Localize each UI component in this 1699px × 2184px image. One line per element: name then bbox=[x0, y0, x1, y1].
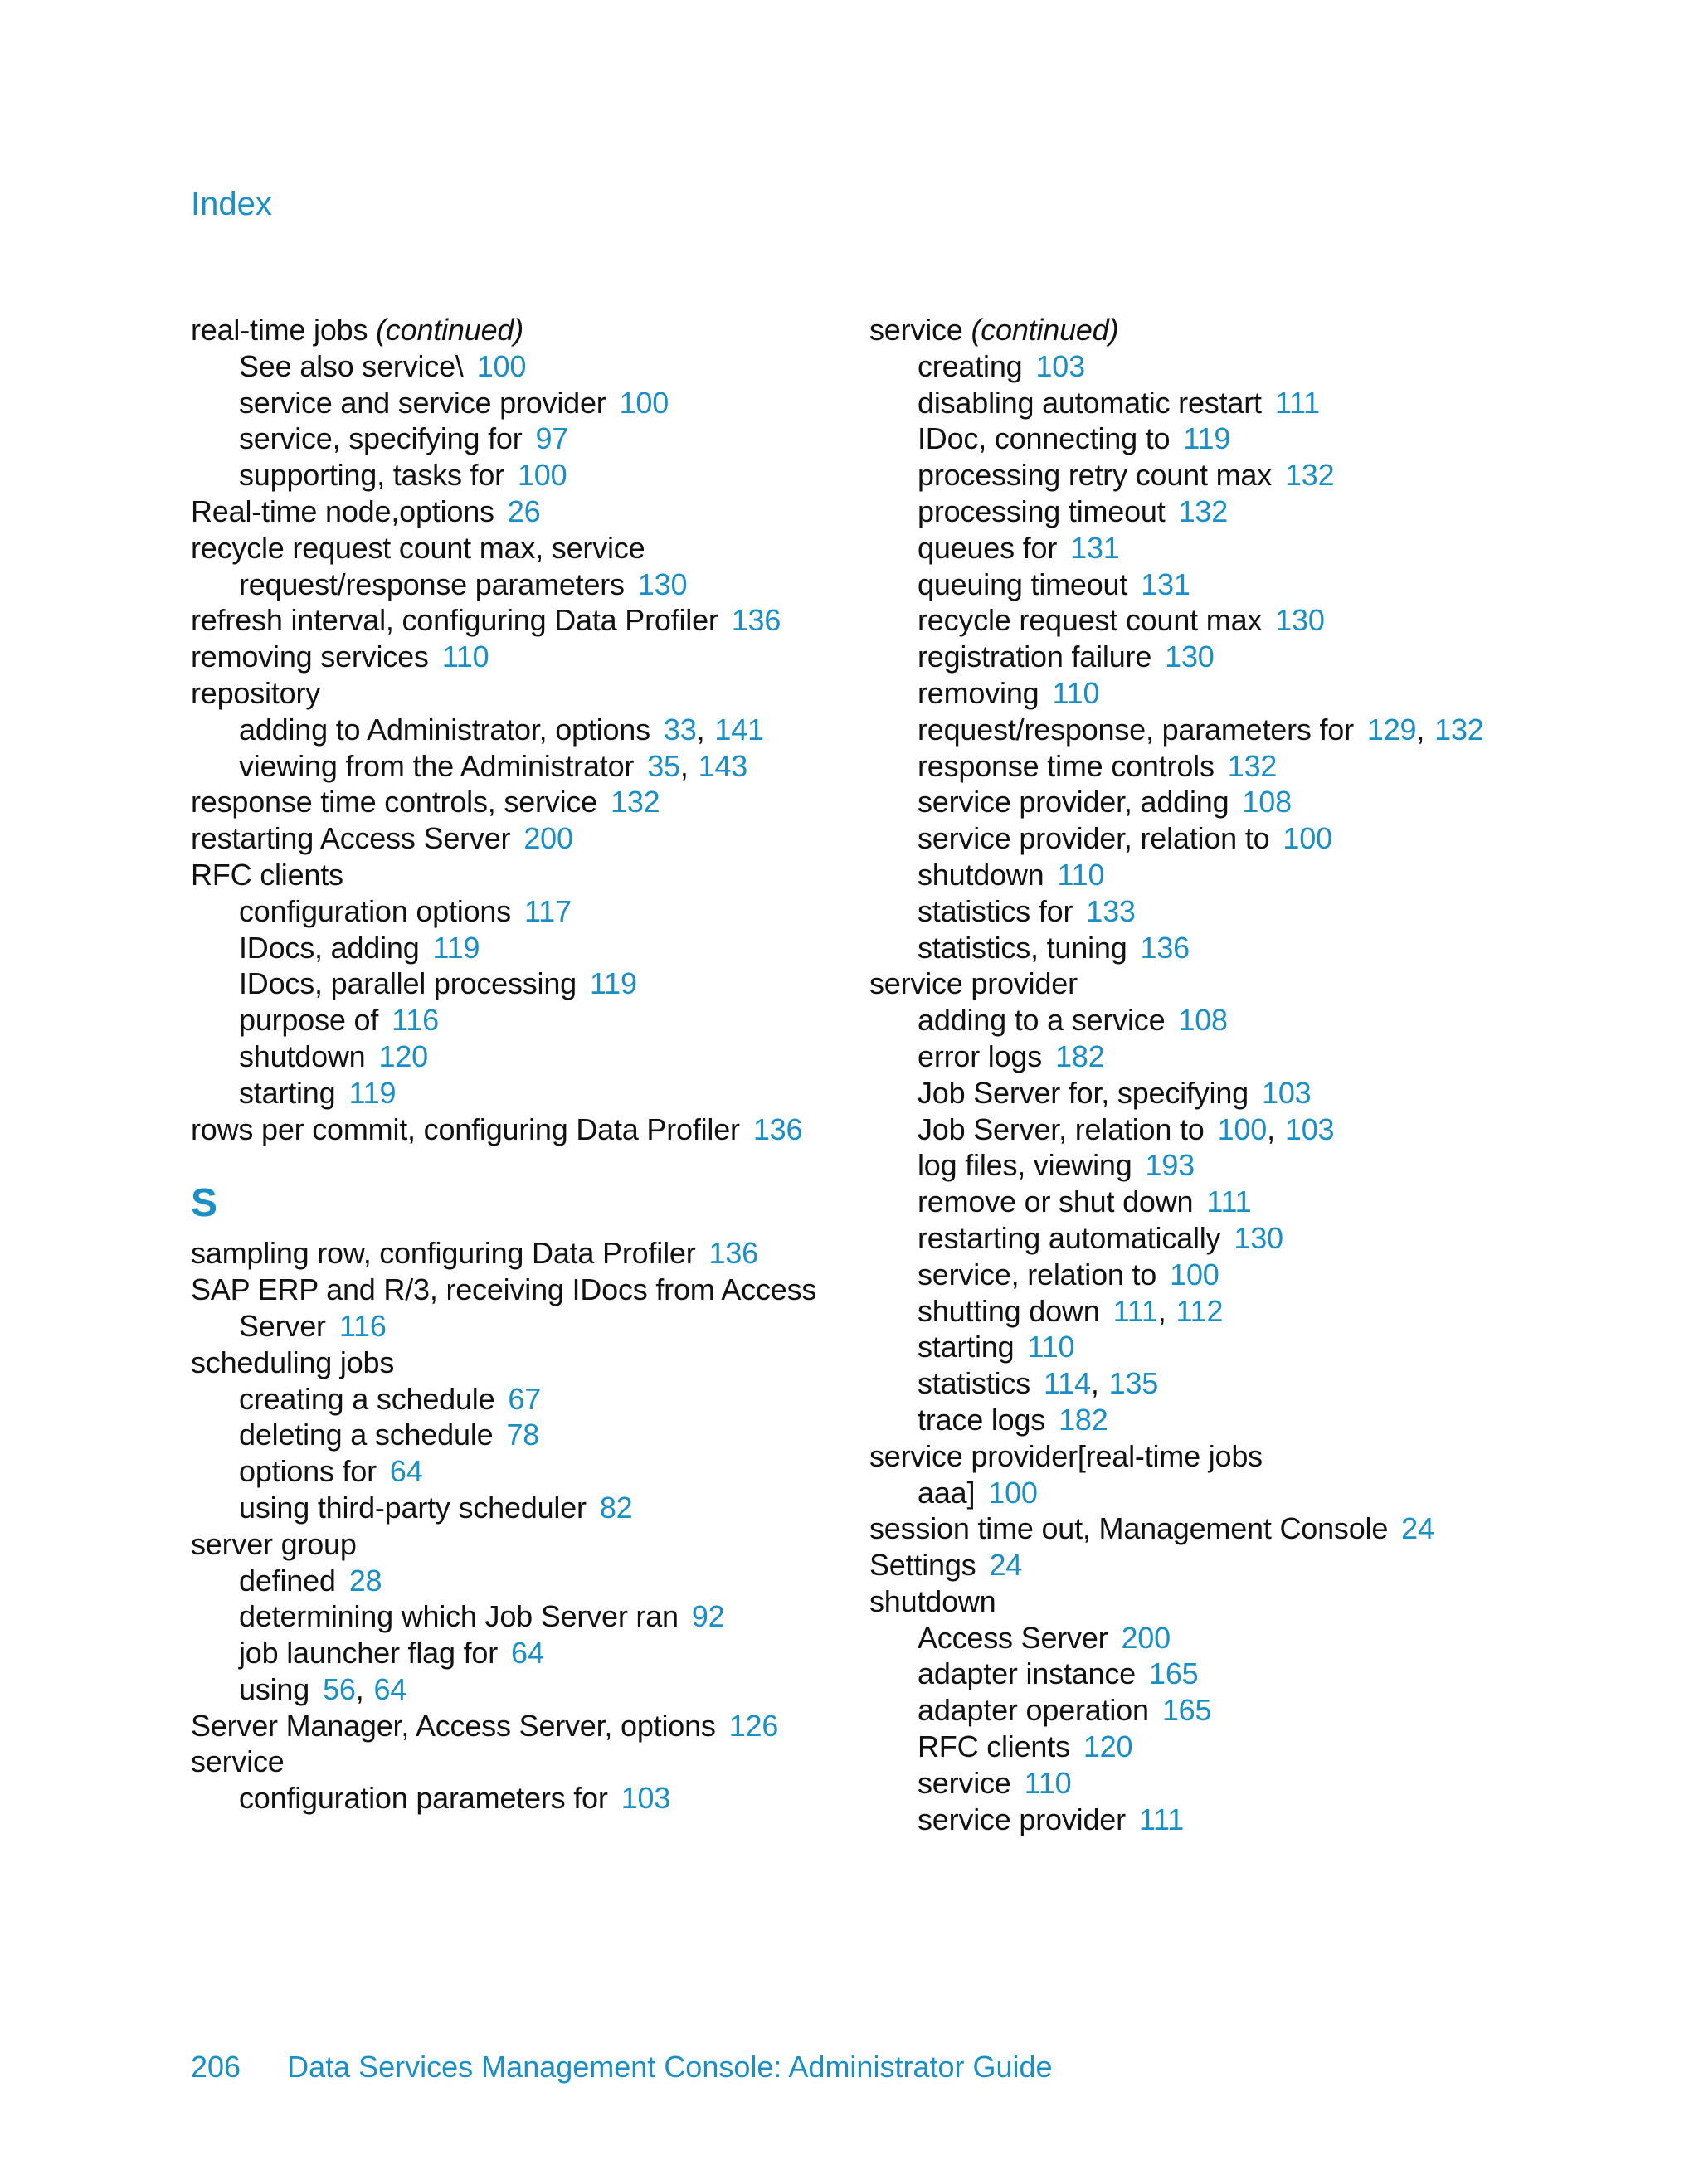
entry-term: deleting a schedule bbox=[239, 1418, 494, 1452]
index-entry bbox=[191, 1744, 854, 1780]
page-link[interactable]: 120 bbox=[1083, 1729, 1133, 1764]
index-subentry bbox=[869, 348, 1533, 385]
page-link[interactable]: 110 bbox=[1024, 1765, 1072, 1800]
entry-term: creating a schedule bbox=[239, 1381, 495, 1416]
page-link[interactable]: 67 bbox=[508, 1381, 542, 1416]
entry-term: service provider, relation to bbox=[918, 821, 1270, 856]
entry-term: supporting, tasks for bbox=[239, 458, 504, 493]
entry-term: rows per commit, configuring Data Profiler bbox=[191, 1111, 740, 1146]
page-link[interactable]: 133 bbox=[1086, 893, 1136, 928]
entry-term: registration failure bbox=[918, 640, 1152, 674]
page-link[interactable]: 131 bbox=[1070, 530, 1120, 565]
index-subentry bbox=[869, 1692, 1533, 1729]
entry-term: using bbox=[239, 1671, 310, 1706]
page-link[interactable]: 111 bbox=[1138, 1802, 1185, 1836]
index-subentry bbox=[191, 748, 854, 785]
entry-term: queues for bbox=[918, 530, 1058, 565]
page-link[interactable]: 100 bbox=[619, 385, 669, 420]
index-entry bbox=[191, 1111, 854, 1148]
index-entry bbox=[869, 1510, 1533, 1547]
page-link[interactable]: 97 bbox=[535, 421, 569, 456]
entry-term: creating bbox=[918, 348, 1023, 383]
entry-term: aaa] bbox=[918, 1475, 976, 1510]
page-separator: , bbox=[1157, 1293, 1166, 1328]
page-link[interactable]: 117 bbox=[524, 893, 572, 928]
entry-term: service bbox=[869, 313, 963, 347]
index-entry bbox=[191, 1526, 854, 1563]
index-entry bbox=[869, 1547, 1533, 1583]
entry-term: IDoc, connecting to bbox=[918, 421, 1171, 456]
page-link[interactable]: 110 bbox=[1027, 1330, 1075, 1364]
index-entry bbox=[191, 530, 854, 567]
entry-term: recycle request count max bbox=[918, 603, 1263, 638]
page-separator: , bbox=[696, 712, 705, 747]
index-entry bbox=[869, 1583, 1533, 1620]
index-entry bbox=[869, 1438, 1533, 1475]
page-link[interactable]: 100 bbox=[1217, 1111, 1268, 1146]
page-link[interactable]: 100 bbox=[988, 1475, 1038, 1510]
entry-term: adding to Administrator, options bbox=[239, 712, 650, 747]
index-subentry bbox=[869, 1257, 1533, 1293]
index-subentry bbox=[191, 1381, 854, 1418]
page-link[interactable]: 119 bbox=[348, 1075, 397, 1110]
entry-term: SAP ERP and R/3, receiving IDocs from Access bbox=[191, 1272, 817, 1307]
page-link[interactable]: 35 bbox=[647, 748, 680, 783]
page-link[interactable]: 28 bbox=[348, 1563, 382, 1598]
index-subentry bbox=[191, 1417, 854, 1453]
index-subentry bbox=[869, 784, 1533, 820]
page-link[interactable]: 82 bbox=[599, 1490, 633, 1525]
index-subentry bbox=[869, 639, 1533, 675]
entry-term: configuration parameters for bbox=[239, 1781, 608, 1816]
index-subentry bbox=[869, 1293, 1533, 1330]
entry-term: real-time jobs bbox=[191, 313, 368, 347]
index-column-right bbox=[869, 312, 1533, 1837]
entry-term: scheduling jobs bbox=[191, 1345, 395, 1379]
entry-term: response time controls, service bbox=[191, 785, 597, 820]
entry-term: Access Server bbox=[918, 1620, 1108, 1655]
index-subentry bbox=[191, 385, 854, 421]
index-entry bbox=[191, 675, 854, 712]
entry-term: starting bbox=[918, 1330, 1015, 1364]
index-entry bbox=[191, 857, 854, 893]
index-entry bbox=[869, 312, 1533, 348]
index-subentry bbox=[869, 1329, 1533, 1365]
entry-term: queuing timeout bbox=[918, 567, 1128, 601]
page-link[interactable]: 136 bbox=[752, 1111, 803, 1146]
index-subentry bbox=[869, 820, 1533, 857]
entry-term: determining which Job Server ran bbox=[239, 1599, 679, 1634]
page-link[interactable]: 126 bbox=[728, 1708, 779, 1743]
page-link[interactable]: 103 bbox=[1284, 1111, 1335, 1146]
page-link[interactable]: 103 bbox=[1262, 1075, 1312, 1110]
index-entry bbox=[191, 784, 854, 820]
page-link[interactable]: 119 bbox=[1183, 421, 1231, 456]
index-subentry bbox=[869, 602, 1533, 639]
footer-book-title: Data Services Management Console: Administrator Guide bbox=[287, 2050, 1053, 2084]
entry-term: Job Server for, specifying bbox=[918, 1075, 1249, 1110]
page-link[interactable]: 132 bbox=[611, 785, 660, 820]
index-subentry bbox=[191, 1002, 854, 1038]
entry-term: statistics for bbox=[918, 893, 1073, 928]
page-link[interactable]: 111 bbox=[1274, 385, 1320, 420]
entry-term: restarting Access Server bbox=[191, 821, 511, 856]
index-subentry bbox=[191, 930, 854, 966]
index-subentry bbox=[869, 1365, 1533, 1402]
page-link[interactable]: 110 bbox=[441, 640, 489, 674]
index-entry bbox=[191, 1708, 854, 1744]
entry-term: service provider bbox=[918, 1802, 1126, 1836]
entry-term: server group bbox=[191, 1526, 357, 1561]
entry-term: Job Server, relation to bbox=[918, 1111, 1205, 1146]
entry-term: viewing from the Administrator bbox=[239, 748, 635, 783]
index-subentry bbox=[191, 712, 854, 748]
page-link[interactable]: 24 bbox=[1401, 1511, 1434, 1546]
page-link[interactable]: 182 bbox=[1059, 1402, 1108, 1437]
entry-term: shutdown bbox=[869, 1583, 996, 1618]
index-column-left bbox=[191, 312, 854, 1817]
index-subentry bbox=[191, 1780, 854, 1817]
entry-term: adapter instance bbox=[918, 1656, 1136, 1691]
page-link[interactable]: 136 bbox=[731, 603, 781, 638]
index-subentry bbox=[869, 385, 1533, 421]
page-separator: , bbox=[1267, 1111, 1275, 1146]
entry-term: removing bbox=[918, 675, 1039, 710]
index-subentry bbox=[869, 893, 1533, 930]
index-subentry bbox=[869, 1220, 1533, 1257]
entry-term: service bbox=[191, 1744, 285, 1779]
entry-term: processing timeout bbox=[918, 494, 1166, 528]
page-link[interactable]: 119 bbox=[590, 966, 637, 1001]
page-link[interactable]: 111 bbox=[1112, 1293, 1158, 1328]
entry-term: recycle request count max, service bbox=[191, 530, 645, 565]
page-link[interactable]: 136 bbox=[1140, 930, 1190, 965]
index-entry bbox=[191, 1235, 854, 1272]
index-subentry bbox=[869, 494, 1533, 530]
entry-term: Server Manager, Access Server, options bbox=[191, 1708, 716, 1743]
index-subentry bbox=[869, 1802, 1533, 1838]
entry-term: processing retry count max bbox=[918, 458, 1272, 493]
index-subentry bbox=[869, 1184, 1533, 1220]
entry-term: statistics, tuning bbox=[918, 930, 1127, 965]
page-link[interactable]: 114 bbox=[1044, 1366, 1091, 1401]
index-subentry bbox=[869, 1038, 1533, 1075]
entry-term: starting bbox=[239, 1075, 336, 1110]
entry-term: shutdown bbox=[918, 857, 1044, 892]
index-subentry bbox=[191, 457, 854, 494]
entry-term: sampling row, configuring Data Profiler bbox=[191, 1236, 696, 1271]
index-entry bbox=[191, 312, 854, 348]
entry-term: IDocs, adding bbox=[239, 930, 420, 965]
index-subentry bbox=[191, 348, 854, 385]
page-link[interactable]: 165 bbox=[1161, 1693, 1212, 1728]
page-link[interactable]: 64 bbox=[373, 1671, 407, 1706]
entry-term: log files, viewing bbox=[918, 1148, 1132, 1183]
entry-term: service, specifying for bbox=[239, 421, 523, 456]
page-link[interactable]: 111 bbox=[1206, 1184, 1252, 1219]
page-link[interactable]: 200 bbox=[523, 821, 573, 856]
continued-label: (continued) bbox=[376, 313, 523, 347]
index-subentry bbox=[191, 1598, 854, 1635]
entry-term: response time controls bbox=[918, 748, 1215, 783]
index-subentry bbox=[191, 893, 854, 930]
entry-term: service provider, adding bbox=[918, 785, 1229, 820]
index-subentry bbox=[869, 1475, 1533, 1511]
page-link[interactable]: 78 bbox=[506, 1418, 540, 1452]
entry-term: service and service provider bbox=[239, 385, 606, 420]
page-link[interactable]: 131 bbox=[1141, 567, 1190, 601]
page-link[interactable]: 132 bbox=[1227, 748, 1278, 783]
page-link[interactable]: 112 bbox=[1176, 1293, 1224, 1328]
page-link[interactable]: 116 bbox=[338, 1308, 387, 1343]
page-link[interactable]: 119 bbox=[432, 930, 480, 965]
index-subentry bbox=[869, 530, 1533, 567]
index-subentry bbox=[191, 1671, 854, 1708]
index-entry bbox=[191, 820, 854, 857]
page-link[interactable]: 130 bbox=[1165, 640, 1215, 674]
index-entry bbox=[191, 639, 854, 675]
entry-term: purpose of bbox=[239, 1003, 379, 1038]
index-subentry bbox=[191, 1038, 854, 1075]
page-link[interactable]: 56 bbox=[323, 1671, 356, 1706]
page-link[interactable]: 200 bbox=[1121, 1620, 1171, 1655]
index-subentry bbox=[869, 748, 1533, 785]
index-subentry bbox=[869, 421, 1533, 457]
entry-term: session time out, Management Console bbox=[869, 1511, 1389, 1546]
page-link[interactable]: 100 bbox=[476, 348, 527, 383]
page-link[interactable]: 92 bbox=[691, 1599, 725, 1634]
entry-term: job launcher flag for bbox=[239, 1636, 498, 1671]
page-link[interactable]: 165 bbox=[1149, 1656, 1199, 1691]
page-separator: , bbox=[1090, 1366, 1099, 1401]
page-link[interactable]: 110 bbox=[1052, 675, 1100, 710]
index-subentry bbox=[869, 712, 1533, 748]
page-link[interactable]: 132 bbox=[1178, 494, 1229, 528]
index-subentry bbox=[191, 1075, 854, 1111]
page-link[interactable]: 136 bbox=[708, 1236, 758, 1271]
index-entry bbox=[191, 494, 854, 530]
index-subentry bbox=[869, 1765, 1533, 1802]
page-separator: , bbox=[679, 748, 689, 783]
index-subentry bbox=[869, 1402, 1533, 1438]
page-link[interactable]: 120 bbox=[378, 1038, 428, 1073]
index-entry bbox=[869, 966, 1533, 1002]
entry-term: shutdown bbox=[239, 1038, 366, 1073]
entry-term: Real-time node,options bbox=[191, 494, 494, 528]
entry-term: RFC clients bbox=[191, 857, 343, 892]
entry-term: service provider[real-time jobs bbox=[869, 1438, 1263, 1473]
index-entry bbox=[191, 602, 854, 639]
page-link[interactable]: 100 bbox=[1170, 1257, 1219, 1291]
index-subentry bbox=[869, 1147, 1533, 1184]
index-subentry bbox=[869, 1729, 1533, 1765]
page-link[interactable]: 64 bbox=[511, 1636, 544, 1671]
entry-term: options for bbox=[239, 1454, 377, 1489]
entry-term: error logs bbox=[918, 1038, 1043, 1073]
index-subentry bbox=[191, 966, 854, 1002]
index-entry bbox=[191, 1345, 854, 1381]
entry-term: remove or shut down bbox=[918, 1184, 1194, 1219]
index-subentry bbox=[869, 567, 1533, 603]
entry-term: RFC clients bbox=[918, 1729, 1070, 1764]
footer-page-number: 206 bbox=[191, 2050, 241, 2084]
entry-term: using third-party scheduler bbox=[239, 1490, 587, 1525]
entry-term: adding to a service bbox=[918, 1003, 1166, 1038]
page-link[interactable]: 130 bbox=[1234, 1220, 1283, 1255]
page-link[interactable]: 110 bbox=[1057, 857, 1105, 892]
entry-term: removing services bbox=[191, 640, 429, 674]
index-subentry bbox=[191, 421, 854, 457]
entry-term: statistics bbox=[918, 1366, 1031, 1401]
index-subentry bbox=[191, 1308, 854, 1345]
page-link[interactable]: 100 bbox=[1283, 821, 1332, 856]
index-subentry bbox=[191, 1635, 854, 1671]
entry-term: request/response parameters bbox=[239, 567, 625, 601]
page-link[interactable]: 103 bbox=[621, 1781, 671, 1816]
page-link[interactable]: 24 bbox=[989, 1548, 1023, 1583]
entry-term: IDocs, parallel processing bbox=[239, 966, 577, 1001]
index-entry bbox=[191, 1272, 854, 1308]
index-subentry bbox=[191, 1453, 854, 1490]
page-link[interactable]: 116 bbox=[392, 1003, 439, 1038]
page-link[interactable]: 26 bbox=[507, 494, 541, 528]
page-link[interactable]: 193 bbox=[1145, 1148, 1195, 1183]
index-subentry bbox=[869, 1002, 1533, 1038]
page-link[interactable]: 141 bbox=[714, 712, 764, 747]
entry-term: service bbox=[918, 1765, 1011, 1800]
entry-term: refresh interval, configuring Data Profiler bbox=[191, 603, 718, 638]
entry-term: trace logs bbox=[918, 1402, 1046, 1437]
index-subentry bbox=[869, 457, 1533, 494]
page-title: Index bbox=[191, 186, 272, 222]
entry-term: service provider bbox=[869, 966, 1078, 1001]
index-subentry bbox=[869, 930, 1533, 966]
page-link[interactable]: 100 bbox=[517, 458, 567, 493]
page-link[interactable]: 130 bbox=[637, 567, 688, 601]
entry-term: See also service\ bbox=[239, 348, 464, 383]
page-link[interactable]: 143 bbox=[698, 748, 748, 783]
index-subentry bbox=[869, 1656, 1533, 1692]
page-footer bbox=[191, 2049, 1053, 2084]
index-subentry bbox=[869, 675, 1533, 712]
section-heading: S bbox=[191, 1181, 218, 1226]
page-link[interactable]: 108 bbox=[1178, 1003, 1228, 1038]
index-subentry bbox=[869, 857, 1533, 893]
entry-term: shutting down bbox=[918, 1293, 1100, 1328]
index-subentry bbox=[191, 1490, 854, 1526]
entry-term: defined bbox=[239, 1563, 336, 1598]
page-link[interactable]: 132 bbox=[1434, 712, 1484, 747]
entry-term: Server bbox=[239, 1308, 326, 1343]
page-link[interactable]: 108 bbox=[1242, 785, 1292, 820]
page-link[interactable]: 103 bbox=[1035, 348, 1085, 383]
page-link[interactable]: 130 bbox=[1275, 603, 1325, 638]
entry-term: request/response, parameters for bbox=[918, 712, 1354, 747]
index-subentry bbox=[191, 1563, 854, 1599]
page-separator: , bbox=[1416, 712, 1425, 747]
page-link[interactable]: 64 bbox=[389, 1454, 423, 1489]
entry-term: repository bbox=[191, 675, 321, 710]
entry-term: restarting automatically bbox=[918, 1220, 1221, 1255]
index-subentry bbox=[191, 567, 854, 603]
entry-term: Settings bbox=[869, 1548, 976, 1583]
page-link[interactable]: 132 bbox=[1284, 458, 1335, 493]
page-separator: , bbox=[355, 1671, 364, 1706]
index-subentry bbox=[869, 1620, 1533, 1656]
page-link[interactable]: 129 bbox=[1366, 712, 1417, 747]
page-link[interactable]: 135 bbox=[1108, 1366, 1159, 1401]
continued-label: (continued) bbox=[971, 313, 1119, 347]
entry-term: disabling automatic restart bbox=[918, 385, 1262, 420]
index-subentry bbox=[869, 1111, 1533, 1148]
entry-term: service, relation to bbox=[918, 1257, 1157, 1291]
page-link[interactable]: 182 bbox=[1055, 1038, 1105, 1073]
index-subentry bbox=[869, 1075, 1533, 1111]
entry-term: adapter operation bbox=[918, 1693, 1149, 1728]
entry-term: configuration options bbox=[239, 893, 512, 928]
page-link[interactable]: 33 bbox=[663, 712, 697, 747]
